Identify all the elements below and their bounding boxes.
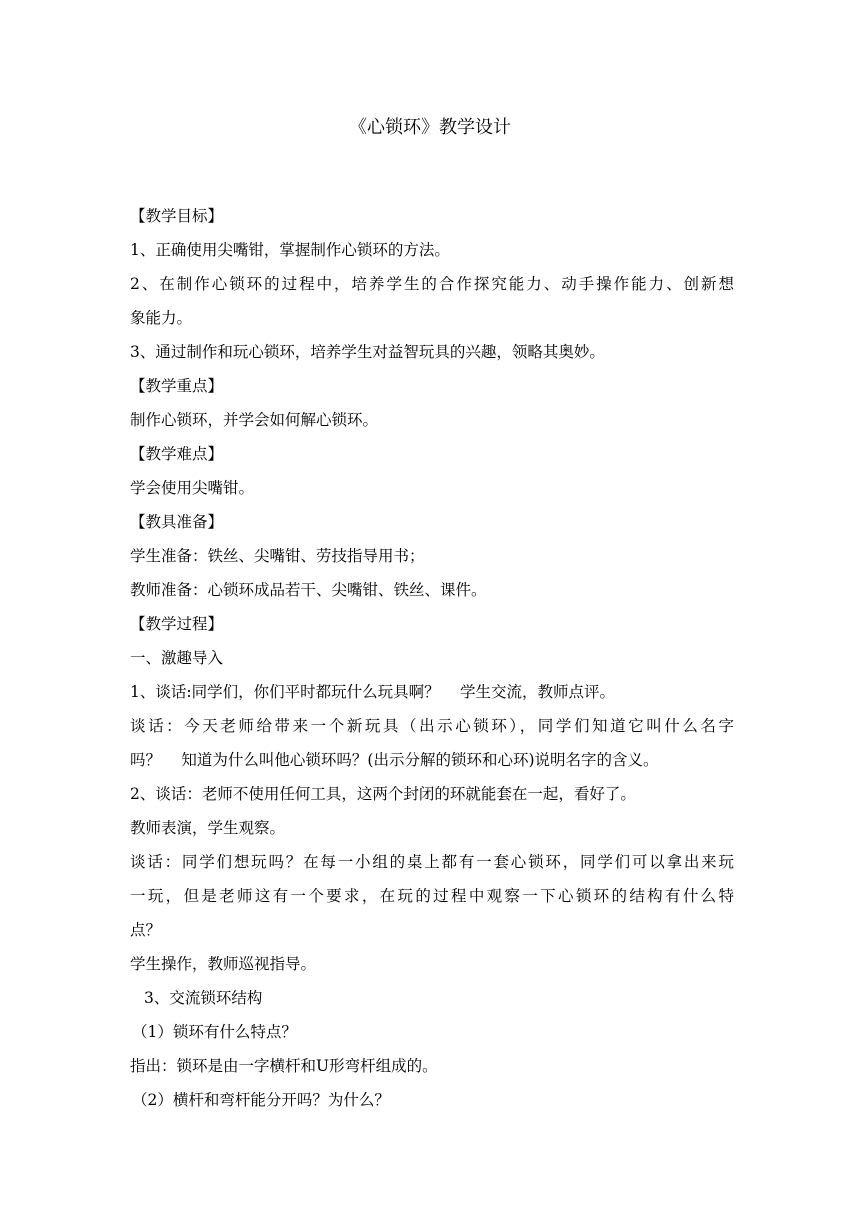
paragraph-line: 学生准备：铁丝、尖嘴钳、劳技指导用书； (130, 547, 425, 565)
paragraph-line: 指出：锁环是由一字横杆和U形弯杆组成的。 (130, 1057, 438, 1075)
subsection-heading: 3、交流锁环结构 (144, 989, 263, 1007)
document-body (130, 199, 734, 1117)
section-heading-materials: 【教具准备】 (130, 513, 224, 531)
paragraph-line: 象能力。 (130, 309, 193, 327)
paragraph-line: 谈话：同学们想玩吗？在每一小组的桌上都有一套心锁环，同学们可以拿出来玩 (130, 853, 734, 871)
paragraph-line: 教师准备：心锁环成品若干、尖嘴钳、铁丝、课件。 (130, 581, 487, 599)
subsection-heading: 一、激趣导入 (130, 649, 224, 667)
paragraph-line: 一玩，但是老师这有一个要求，在玩的过程中观察一下心锁环的结构有什么特 (130, 887, 734, 905)
paragraph-line: 学生操作，教师巡视指导。 (130, 955, 317, 973)
paragraph-line: 点？ (130, 921, 162, 939)
section-heading-difficulties: 【教学难点】 (130, 445, 224, 463)
document-title: 《心锁环》教学设计 (349, 117, 511, 138)
paragraph-line: （1）锁环有什么特点？ (132, 1023, 297, 1041)
paragraph-line: 1、正确使用尖嘴钳，掌握制作心锁环的方法。 (130, 241, 450, 259)
section-heading-objectives: 【教学目标】 (130, 207, 224, 225)
paragraph-line: 1、谈话:同学们，你们平时都玩什么玩具啊？ 学生交流，教师点评。 (130, 683, 616, 701)
section-heading-key-points: 【教学重点】 (130, 377, 224, 395)
paragraph-line: 学会使用尖嘴钳。 (130, 479, 255, 497)
paragraph-line: 2、谈话：老师不使用任何工具，这两个封闭的环就能套在一起，看好了。 (130, 785, 636, 803)
paragraph-line: 吗？ 知道为什么叫他心锁环吗？(出示分解的锁环和心环)说明名字的含义。 (130, 751, 659, 769)
paragraph-line: 3、通过制作和玩心锁环，培养学生对益智玩具的兴趣，领略其奥妙。 (130, 343, 605, 361)
paragraph-line: 制作心锁环，并学会如何解心锁环。 (130, 411, 379, 429)
section-heading-process: 【教学过程】 (130, 615, 224, 633)
paragraph-line: （2）横杆和弯杆能分开吗？为什么？ (132, 1091, 390, 1109)
paragraph-line: 教师表演，学生观察。 (130, 819, 286, 837)
paragraph-line: 2、在制作心锁环的过程中，培养学生的合作探究能力、动手操作能力、创新想 (130, 275, 734, 293)
paragraph-line: 谈话：今天老师给带来一个新玩具（出示心锁环），同学们知道它叫什么名字 (130, 717, 734, 735)
